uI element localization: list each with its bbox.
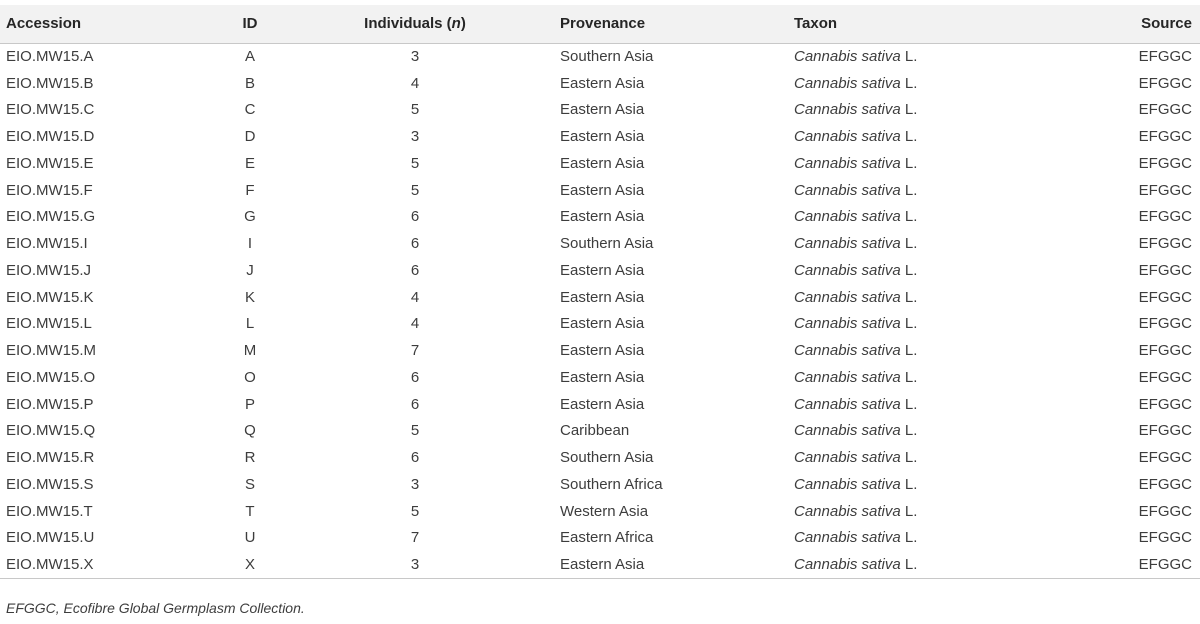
cell-taxon xyxy=(774,551,1024,578)
cell-individuals: 7 xyxy=(410,342,420,360)
taxon-name: Cannabis sativa xyxy=(794,235,901,253)
header-individuals xyxy=(300,5,530,43)
header-id: ID xyxy=(200,5,300,43)
table-row xyxy=(0,498,1200,525)
cell-id: M xyxy=(243,342,257,360)
cell-taxon xyxy=(774,311,1024,338)
cell-source: EFGGC xyxy=(1138,449,1192,467)
cell-individuals: 6 xyxy=(410,368,420,386)
taxon-authority: L. xyxy=(904,529,918,547)
table-row xyxy=(0,70,1200,97)
cell-source: EFGGC xyxy=(1138,529,1192,547)
cell-taxon xyxy=(774,204,1024,231)
taxon-authority: L. xyxy=(904,208,918,226)
header-taxon: Taxon xyxy=(774,5,1024,43)
cell-provenance: Eastern Asia xyxy=(560,208,645,226)
taxon-name: Cannabis sativa xyxy=(794,368,901,386)
cell-provenance: Southern Asia xyxy=(560,235,654,253)
cell-individuals: 5 xyxy=(410,154,420,172)
table-row xyxy=(0,43,1200,70)
table-row xyxy=(0,230,1200,257)
cell-individuals: 7 xyxy=(410,529,420,547)
taxon-authority: L. xyxy=(904,475,918,493)
cell-individuals: 6 xyxy=(410,208,420,226)
cell-provenance: Southern Asia xyxy=(560,48,654,66)
cell-source: EFGGC xyxy=(1138,48,1192,66)
cell-accession: EIO.MW15.C xyxy=(6,101,95,119)
cell-source: EFGGC xyxy=(1138,475,1192,493)
table-footnote: EFGGC, Ecofibre Global Germplasm Collection. xyxy=(6,600,305,616)
cell-individuals: 3 xyxy=(410,475,420,493)
cell-taxon xyxy=(774,391,1024,418)
cell-accession: EIO.MW15.R xyxy=(6,449,95,467)
cell-id: D xyxy=(244,128,256,146)
table-row xyxy=(0,337,1200,364)
taxon-authority: L. xyxy=(904,235,918,253)
taxon-name: Cannabis sativa xyxy=(794,48,901,66)
taxon-authority: L. xyxy=(904,101,918,119)
cell-id: F xyxy=(245,181,255,199)
cell-provenance: Southern Asia xyxy=(560,449,654,467)
accession-table xyxy=(0,5,1200,579)
cell-accession: EIO.MW15.K xyxy=(6,288,94,306)
cell-source: EFGGC xyxy=(1138,235,1192,253)
cell-provenance: Eastern Asia xyxy=(560,315,645,333)
taxon-authority: L. xyxy=(904,154,918,172)
taxon-name: Cannabis sativa xyxy=(794,261,901,279)
cell-source: EFGGC xyxy=(1138,502,1192,520)
cell-individuals: 6 xyxy=(410,395,420,413)
cell-accession: EIO.MW15.F xyxy=(6,181,93,199)
cell-source: EFGGC xyxy=(1138,342,1192,360)
cell-id: R xyxy=(244,449,256,467)
cell-individuals: 4 xyxy=(410,315,420,333)
cell-id: E xyxy=(244,154,255,172)
table-row xyxy=(0,284,1200,311)
cell-id: C xyxy=(244,101,256,119)
cell-taxon xyxy=(774,444,1024,471)
taxon-name: Cannabis sativa xyxy=(794,422,901,440)
cell-id: T xyxy=(245,502,255,520)
cell-individuals: 5 xyxy=(410,181,420,199)
cell-taxon xyxy=(774,471,1024,498)
taxon-name: Cannabis sativa xyxy=(794,502,901,520)
cell-id: A xyxy=(244,48,255,66)
cell-individuals: 6 xyxy=(410,261,420,279)
cell-provenance: Eastern Asia xyxy=(530,551,774,578)
cell-accession: EIO.MW15.U xyxy=(6,529,95,547)
cell-id: L xyxy=(245,315,255,333)
header-individuals-suffix: ) xyxy=(460,15,466,33)
cell-provenance: Eastern Africa xyxy=(560,529,654,547)
taxon-name: Cannabis sativa xyxy=(794,74,901,92)
cell-source: EFGGC xyxy=(1138,368,1192,386)
taxon-name: Cannabis sativa xyxy=(794,449,901,467)
header-accession: Accession xyxy=(0,5,200,43)
table-row xyxy=(0,97,1200,124)
taxon-authority: L. xyxy=(904,395,918,413)
cell-provenance: Eastern Asia xyxy=(560,368,645,386)
cell-source: EFGGC xyxy=(1138,208,1192,226)
table-row xyxy=(0,471,1200,498)
taxon-authority: L. xyxy=(904,342,918,360)
table-header-row xyxy=(0,5,1200,43)
cell-accession: EIO.MW15.I xyxy=(6,235,88,253)
taxon-name: Cannabis sativa xyxy=(794,315,901,333)
cell-accession: EIO.MW15.S xyxy=(6,475,94,493)
cell-id: O xyxy=(244,368,256,386)
cell-individuals: 5 xyxy=(410,502,420,520)
cell-individuals: 5 xyxy=(410,422,420,440)
taxon-name: Cannabis sativa xyxy=(794,529,901,547)
cell-taxon xyxy=(774,97,1024,124)
cell-id: J xyxy=(246,261,254,279)
cell-provenance: Eastern Asia xyxy=(560,154,645,172)
cell-accession: EIO.MW15.O xyxy=(6,368,96,386)
header-source: Source xyxy=(1024,5,1200,43)
cell-accession: EIO.MW15.P xyxy=(6,395,94,413)
cell-taxon xyxy=(774,337,1024,364)
cell-individuals: 3 xyxy=(410,128,420,146)
cell-id: X xyxy=(200,551,300,578)
cell-id: Q xyxy=(244,422,256,440)
cell-id: P xyxy=(244,395,255,413)
cell-individuals: 3 xyxy=(300,551,530,578)
cell-individuals: 5 xyxy=(410,101,420,119)
cell-id: B xyxy=(244,74,255,92)
table-body xyxy=(0,43,1200,578)
cell-id: G xyxy=(244,208,256,226)
table-row xyxy=(0,311,1200,338)
taxon-name: Cannabis sativa xyxy=(794,101,901,119)
cell-source: EFGGC xyxy=(1138,74,1192,92)
taxon-name: Cannabis sativa xyxy=(794,475,901,493)
cell-individuals: 4 xyxy=(410,74,420,92)
cell-id: K xyxy=(244,288,255,306)
table-row xyxy=(0,204,1200,231)
taxon-authority: L. xyxy=(904,422,918,440)
taxon-name: Cannabis sativa xyxy=(794,181,901,199)
taxon-name: Cannabis sativa xyxy=(794,208,901,226)
cell-taxon xyxy=(774,364,1024,391)
table-row xyxy=(0,525,1200,552)
cell-taxon xyxy=(774,418,1024,445)
cell-provenance: Eastern Asia xyxy=(560,288,645,306)
cell-provenance: Western Asia xyxy=(560,502,649,520)
cell-accession: EIO.MW15.D xyxy=(6,128,95,146)
taxon-name: Cannabis sativa xyxy=(794,342,901,360)
cell-source: EFGGC xyxy=(1138,315,1192,333)
header-individuals-prefix: Individuals ( xyxy=(364,15,452,33)
cell-provenance: Eastern Asia xyxy=(560,128,645,146)
cell-provenance: Eastern Asia xyxy=(560,101,645,119)
cell-id: U xyxy=(244,529,256,547)
table-row xyxy=(0,391,1200,418)
cell-individuals: 6 xyxy=(410,449,420,467)
table-row xyxy=(0,257,1200,284)
cell-accession: EIO.MW15.M xyxy=(6,342,97,360)
cell-accession: EIO.MW15.J xyxy=(6,261,92,279)
taxon-authority: L. xyxy=(904,74,918,92)
taxon-authority: L. xyxy=(904,181,918,199)
accession-table-container xyxy=(0,5,1200,579)
cell-id: S xyxy=(244,475,255,493)
table-header xyxy=(0,5,1200,43)
cell-accession: EIO.MW15.X xyxy=(0,551,200,578)
table-row xyxy=(0,418,1200,445)
taxon-authority: L. xyxy=(904,48,918,66)
cell-source: EFGGC xyxy=(1138,422,1192,440)
cell-taxon xyxy=(774,70,1024,97)
cell-source: EFGGC xyxy=(1138,261,1192,279)
cell-provenance: Eastern Asia xyxy=(560,181,645,199)
table-row xyxy=(0,551,1200,578)
cell-taxon xyxy=(774,525,1024,552)
cell-taxon xyxy=(774,498,1024,525)
cell-accession: EIO.MW15.Q xyxy=(6,422,96,440)
cell-source: EFGGC xyxy=(1138,154,1192,172)
taxon-name: Cannabis sativa xyxy=(794,395,901,413)
taxon-authority: L. xyxy=(904,128,918,146)
header-provenance: Provenance xyxy=(530,5,774,43)
taxon-authority: L. xyxy=(904,555,918,573)
cell-provenance: Caribbean xyxy=(560,422,630,440)
cell-provenance: Southern Africa xyxy=(560,475,663,493)
table-row xyxy=(0,364,1200,391)
cell-individuals: 6 xyxy=(410,235,420,253)
table-row xyxy=(0,150,1200,177)
cell-source: EFGGC xyxy=(1138,288,1192,306)
cell-provenance: Eastern Asia xyxy=(560,74,645,92)
taxon-authority: L. xyxy=(904,288,918,306)
cell-source: EFGGC xyxy=(1138,181,1192,199)
taxon-authority: L. xyxy=(904,261,918,279)
cell-provenance: Eastern Asia xyxy=(560,395,645,413)
cell-accession: EIO.MW15.T xyxy=(6,502,93,520)
cell-individuals: 3 xyxy=(410,48,420,66)
cell-taxon xyxy=(774,43,1024,70)
cell-id: I xyxy=(247,235,253,253)
cell-accession: EIO.MW15.G xyxy=(6,208,96,226)
cell-taxon xyxy=(774,150,1024,177)
cell-provenance: Eastern Asia xyxy=(560,342,645,360)
cell-source: EFGGC xyxy=(1024,551,1200,578)
table-row xyxy=(0,123,1200,150)
taxon-name: Cannabis sativa xyxy=(794,128,901,146)
cell-accession: EIO.MW15.A xyxy=(6,48,94,66)
cell-accession: EIO.MW15.B xyxy=(6,74,94,92)
cell-source: EFGGC xyxy=(1138,395,1192,413)
taxon-authority: L. xyxy=(904,502,918,520)
cell-taxon xyxy=(774,230,1024,257)
cell-taxon xyxy=(774,257,1024,284)
taxon-name: Cannabis sativa xyxy=(794,154,901,172)
cell-accession: EIO.MW15.E xyxy=(6,154,94,172)
taxon-authority: L. xyxy=(904,315,918,333)
cell-source: EFGGC xyxy=(1138,101,1192,119)
cell-taxon xyxy=(774,284,1024,311)
cell-taxon xyxy=(774,177,1024,204)
taxon-authority: L. xyxy=(904,449,918,467)
header-individuals-variable: n xyxy=(451,15,461,33)
cell-source: EFGGC xyxy=(1138,128,1192,146)
cell-taxon xyxy=(774,123,1024,150)
table-row xyxy=(0,444,1200,471)
cell-individuals: 4 xyxy=(410,288,420,306)
table-row xyxy=(0,177,1200,204)
taxon-name: Cannabis sativa xyxy=(794,288,901,306)
taxon-authority: L. xyxy=(904,368,918,386)
taxon-name: Cannabis sativa xyxy=(794,555,901,573)
cell-provenance: Eastern Asia xyxy=(560,261,645,279)
cell-accession: EIO.MW15.L xyxy=(6,315,92,333)
